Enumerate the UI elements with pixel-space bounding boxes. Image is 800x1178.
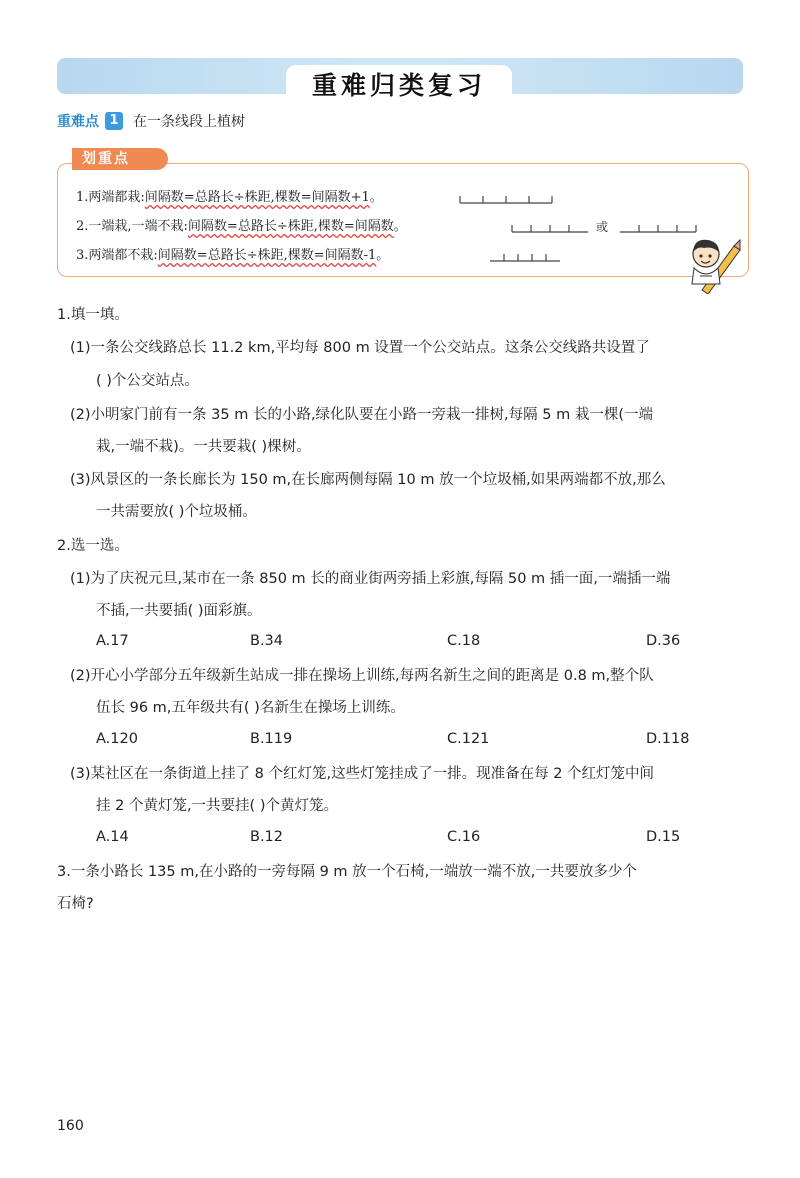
q2-p2-option-c[interactable]: C.121 [447, 731, 490, 747]
topic-number-badge: 1 [105, 112, 123, 130]
q1-p2-line1: (2)小明家门前有一条 35 m 长的小路,绿化队要在小路一旁栽一排树,每隔 5 m 栽一棵(一端 [70, 407, 653, 423]
rule-1: 1.两端都栽:间隔数=总路长÷株距,棵数=间隔数+1。 [76, 190, 383, 205]
q2-p1-option-c[interactable]: C.18 [447, 633, 481, 649]
topic-heading [57, 110, 245, 132]
segment-one-end-icon [510, 221, 590, 235]
q1-p3-line1: (3)风景区的一条长廊长为 150 m,在长廊两侧每隔 10 m 放一个垃圾桶,如果两端都不放,那么 [70, 472, 666, 488]
topic-tag: 重难点 [57, 114, 99, 130]
q2-p1-line1: (1)为了庆祝元旦,某市在一条 850 m 长的商业街两旁插上彩旗,每隔 50 m 插一面,一端插一端 [70, 571, 671, 587]
q3-line2: 石椅? [57, 896, 94, 912]
q1-p2-line2: 栽,一端不栽)。一共要栽( )棵树。 [96, 439, 311, 455]
cartoon-boy-pencil-icon [682, 232, 744, 294]
q2-p1-line2: 不插,一共要插( )面彩旗。 [96, 603, 262, 619]
q2-p2-line1: (2)开心小学部分五年级新生站成一排在操场上训练,每两名新生之间的距离是 0.8 m,整个队 [70, 668, 654, 684]
q1-title: 1.填一填。 [57, 307, 129, 323]
q2-p3-option-d[interactable]: D.15 [646, 829, 681, 845]
q1-p1-line1: (1)一条公交线路总长 11.2 km,平均每 800 m 设置一个公交站点。这条公交线路共设置了 [70, 340, 650, 356]
q1-p1-line2: ( )个公交站点。 [96, 373, 199, 389]
q3-line1: 3.一条小路长 135 m,在小路的一旁每隔 9 m 放一个石椅,一端放一端不放,一共要放多少个 [57, 864, 637, 880]
q2-p2-option-d[interactable]: D.118 [646, 731, 690, 747]
q2-p1-option-b[interactable]: B.34 [250, 633, 284, 649]
q2-p3-option-b[interactable]: B.12 [250, 829, 284, 845]
segment-both-ends-icon [458, 192, 554, 206]
key-points-label: 划重点 [72, 148, 168, 170]
rule-3: 3.两端都不栽:间隔数=总路长÷株距,棵数=间隔数-1。 [76, 248, 390, 263]
q2-p3-option-c[interactable]: C.16 [447, 829, 481, 845]
q2-p1-option-a[interactable]: A.17 [96, 633, 129, 649]
q2-p1-option-d[interactable]: D.36 [646, 633, 681, 649]
q2-p2-line2: 伍长 96 m,五年级共有( )名新生在操场上训练。 [96, 700, 405, 716]
q2-p3-line2: 挂 2 个黄灯笼,一共要挂( )个黄灯笼。 [96, 798, 338, 814]
topic-title: 在一条线段上植树 [133, 114, 245, 130]
q2-p2-option-a[interactable]: A.120 [96, 731, 138, 747]
page-title: 重难归类复习 [286, 65, 512, 103]
q1-p3-line2: 一共需要放( )个垃圾桶。 [96, 504, 257, 520]
or-label: 或 [596, 220, 609, 234]
q2-p2-option-b[interactable]: B.119 [250, 731, 293, 747]
rule-2: 2.一端栽,一端不栽:间隔数=总路长÷株距,棵数=间隔数。 [76, 219, 407, 234]
page-number: 160 [57, 1118, 84, 1134]
q2-title: 2.选一选。 [57, 538, 129, 554]
q2-p3-line1: (3)某社区在一条街道上挂了 8 个红灯笼,这些灯笼挂成了一排。现准备在每 2 个红灯笼中间 [70, 766, 655, 782]
segment-no-ends-icon [488, 250, 562, 264]
q2-p3-option-a[interactable]: A.14 [96, 829, 129, 845]
